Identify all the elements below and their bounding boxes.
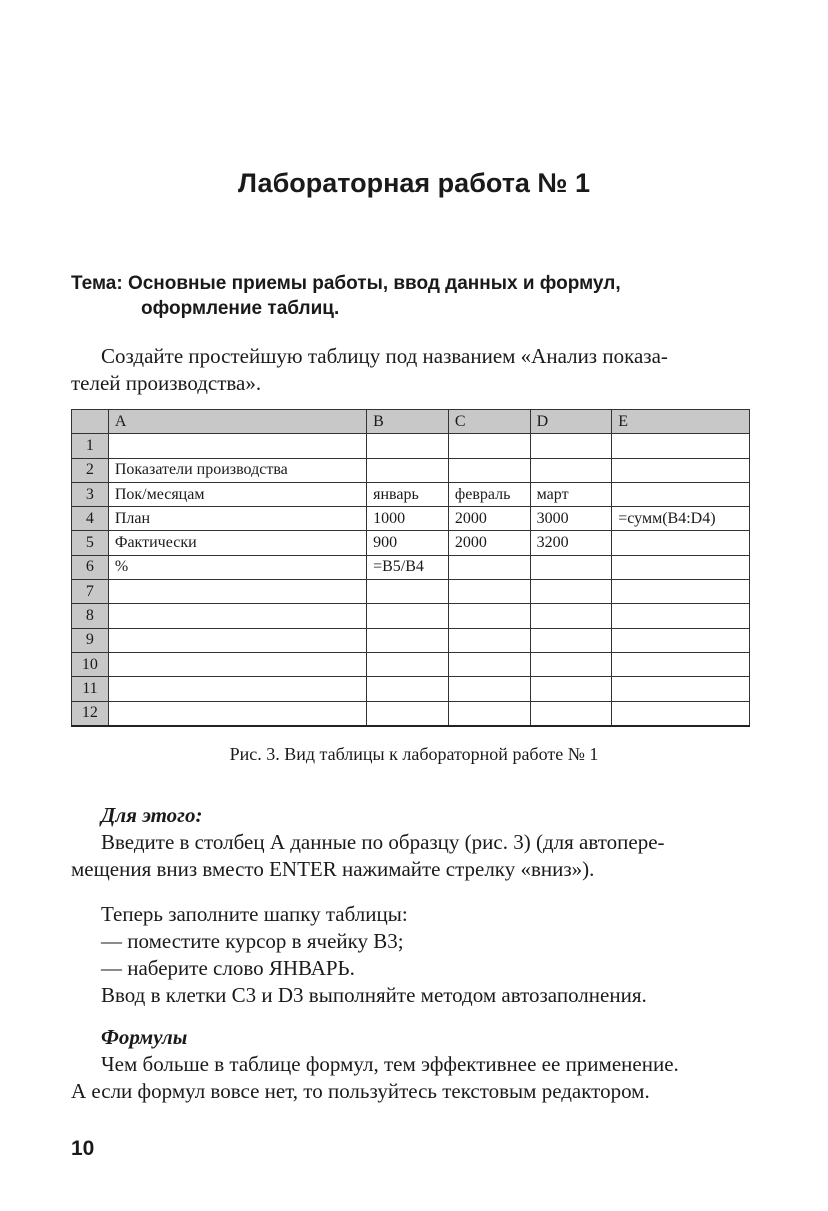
intro-line-2: телей производства». xyxy=(71,371,262,395)
cell-d6 xyxy=(530,555,612,579)
cell-d3: март xyxy=(530,482,612,506)
cell-c8 xyxy=(448,604,530,628)
formulas-heading: Формулы xyxy=(101,1025,188,1049)
cell-e8 xyxy=(612,604,750,628)
page-number: 10 xyxy=(71,1137,95,1160)
cell-c10 xyxy=(448,652,530,676)
row-number-cell: 10 xyxy=(72,652,109,676)
table-row xyxy=(72,507,750,531)
cell-b9 xyxy=(367,628,449,652)
cell-d10 xyxy=(530,652,612,676)
cell-b6: =B5/B4 xyxy=(367,555,449,579)
cell-d2 xyxy=(530,458,612,482)
cell-b10 xyxy=(367,652,449,676)
table-row xyxy=(72,458,750,482)
cell-b3: январь xyxy=(367,482,449,506)
table-row xyxy=(72,604,750,628)
table-row xyxy=(72,628,750,652)
cell-c12 xyxy=(448,701,530,726)
cell-a11 xyxy=(108,677,366,701)
corner-cell xyxy=(72,410,109,434)
cell-e1 xyxy=(612,434,750,458)
cell-a5: Фактически xyxy=(108,531,366,555)
cell-a6: % xyxy=(108,555,366,579)
cell-d8 xyxy=(530,604,612,628)
cell-d5: 3200 xyxy=(530,531,612,555)
formulas-line-1: Чем больше в таблице формул, тем эффективнее ее применение. xyxy=(101,1052,679,1076)
cell-c11 xyxy=(448,677,530,701)
column-header-d: D xyxy=(530,410,612,434)
column-header-b: B xyxy=(367,410,449,434)
row-number-cell: 9 xyxy=(72,628,109,652)
intro-paragraph xyxy=(71,343,750,397)
for-this-line-2: мещения вниз вместо ENTER нажимайте стрелку «вниз»). xyxy=(71,857,595,881)
formulas-section xyxy=(71,1024,750,1105)
for-this-line-1: Введите в столбец А данные по образцу (рис. 3) (для автопере- xyxy=(101,830,665,854)
table-row xyxy=(72,580,750,604)
cell-e10 xyxy=(612,652,750,676)
cell-b2 xyxy=(367,458,449,482)
cell-b1 xyxy=(367,434,449,458)
cell-c7 xyxy=(448,580,530,604)
cell-e7 xyxy=(612,580,750,604)
column-header-e: E xyxy=(612,410,750,434)
fill-header-section xyxy=(71,901,750,1009)
cell-a8 xyxy=(108,604,366,628)
cell-b12 xyxy=(367,701,449,726)
intro-line-1: Создайте простейшую таблицу под названием «Анализ показа- xyxy=(101,344,668,368)
theme-block xyxy=(71,271,761,321)
cell-e2 xyxy=(612,458,750,482)
cell-c4: 2000 xyxy=(448,507,530,531)
cell-d7 xyxy=(530,580,612,604)
cell-d12 xyxy=(530,701,612,726)
table-row xyxy=(72,677,750,701)
column-header-row xyxy=(72,410,750,434)
table-row xyxy=(72,434,750,458)
row-number-cell: 11 xyxy=(72,677,109,701)
page-title: Лабораторная работа № 1 xyxy=(237,168,591,198)
cell-a4: План xyxy=(108,507,366,531)
cell-a2: Показатели производства xyxy=(108,458,366,482)
cell-a7 xyxy=(108,580,366,604)
for-this-heading: Для этого: xyxy=(101,803,203,827)
cell-a12 xyxy=(108,701,366,726)
cell-a9 xyxy=(108,628,366,652)
column-header-c: C xyxy=(448,410,530,434)
figure-caption: Рис. 3. Вид таблицы к лабораторной работе № 1 xyxy=(229,744,599,764)
cell-c5: 2000 xyxy=(448,531,530,555)
formulas-line-2: А если формул вовсе нет, то пользуйтесь текстовым редактором. xyxy=(71,1079,650,1103)
cell-e5 xyxy=(612,531,750,555)
cell-c9 xyxy=(448,628,530,652)
row-number-cell: 4 xyxy=(72,507,109,531)
fill-bullet-1: — поместите курсор в ячейку В3; xyxy=(101,929,404,953)
cell-b11 xyxy=(367,677,449,701)
cell-a3: Пок/месяцам xyxy=(108,482,366,506)
column-header-a: A xyxy=(108,410,366,434)
cell-b5: 900 xyxy=(367,531,449,555)
cell-c3: февраль xyxy=(448,482,530,506)
theme-line-1: Тема: Основные приемы работы, ввод данных и формул, xyxy=(71,273,621,294)
cell-b4: 1000 xyxy=(367,507,449,531)
cell-c1 xyxy=(448,434,530,458)
fill-line-1: Теперь заполните шапку таблицы: xyxy=(101,902,408,926)
cell-e3 xyxy=(612,482,750,506)
cell-b7 xyxy=(367,580,449,604)
row-number-cell: 3 xyxy=(72,482,109,506)
spreadsheet-table xyxy=(71,409,750,727)
theme-line-2: оформление таблиц. xyxy=(141,298,340,319)
cell-e11 xyxy=(612,677,750,701)
table-row xyxy=(72,482,750,506)
table-row xyxy=(72,701,750,726)
cell-e4: =сумм(B4:D4) xyxy=(612,507,750,531)
cell-b8 xyxy=(367,604,449,628)
cell-a10 xyxy=(108,652,366,676)
cell-a1 xyxy=(108,434,366,458)
table-row xyxy=(72,531,750,555)
row-number-cell: 7 xyxy=(72,580,109,604)
cell-d11 xyxy=(530,677,612,701)
cell-c6 xyxy=(448,555,530,579)
cell-d4: 3000 xyxy=(530,507,612,531)
cell-e9 xyxy=(612,628,750,652)
row-number-cell: 1 xyxy=(72,434,109,458)
row-number-cell: 6 xyxy=(72,555,109,579)
cell-e12 xyxy=(612,701,750,726)
for-this-section xyxy=(71,802,750,883)
fill-bullet-2: — наберите слово ЯНВАРЬ. xyxy=(101,956,355,980)
fill-line-2: Ввод в клетки С3 и D3 выполняйте методом автозаполнения. xyxy=(101,983,647,1007)
row-number-cell: 2 xyxy=(72,458,109,482)
row-number-cell: 8 xyxy=(72,604,109,628)
cell-e6 xyxy=(612,555,750,579)
row-number-cell: 5 xyxy=(72,531,109,555)
table-row xyxy=(72,555,750,579)
cell-d1 xyxy=(530,434,612,458)
table-row xyxy=(72,652,750,676)
cell-c2 xyxy=(448,458,530,482)
cell-d9 xyxy=(530,628,612,652)
row-number-cell: 12 xyxy=(72,701,109,726)
